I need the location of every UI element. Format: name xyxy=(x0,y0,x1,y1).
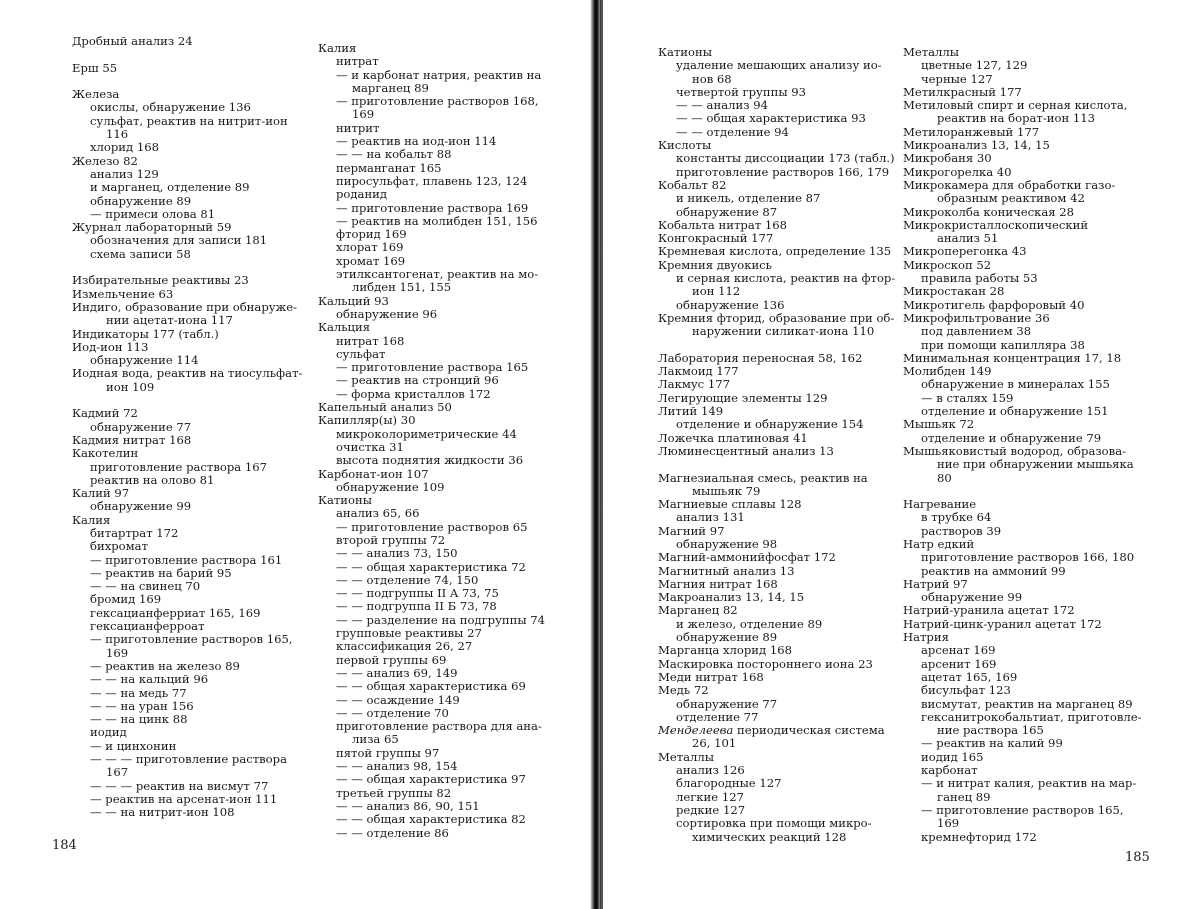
index-entry: хлорат 169 xyxy=(336,240,404,255)
index-entry: удаление мешающих анализу ио- xyxy=(676,58,882,73)
index-entry: Натрий-уранила ацетат 172 xyxy=(903,603,1075,618)
index-entry: Лаборатория переносная 58, 162 xyxy=(658,350,863,365)
index-entry: Микроскоп 52 xyxy=(903,257,992,272)
index-entry: Катионы xyxy=(318,493,372,508)
index-entry: константы диссоциации 173 (табл.) xyxy=(676,151,895,166)
index-entry: растворов 39 xyxy=(921,523,1002,538)
index-entry: ион 109 xyxy=(106,379,155,394)
index-entry: пятой группы 97 xyxy=(336,745,440,760)
index-entry: — — общая характеристика 93 xyxy=(676,111,866,126)
index-entry: легкие 127 xyxy=(676,789,744,804)
index-entry: гексацианферриат 165, 169 xyxy=(90,605,261,620)
index-entry: Микрофильтрование 36 xyxy=(903,310,1050,325)
index-entry: — и нитрат калия, реактив на мар- xyxy=(921,776,1137,791)
index-entry: Медь 72 xyxy=(658,683,709,698)
index-entry: — реактив на молибден 151, 156 xyxy=(336,213,538,228)
index-entry: марганец 89 xyxy=(352,80,429,95)
index-entry xyxy=(903,485,1142,498)
index-entry: анализ 129 xyxy=(90,166,159,181)
index-entry: — — анализ 98, 154 xyxy=(336,759,458,774)
index-entry: наружении силикат-иона 110 xyxy=(692,324,875,339)
index-entry: Какотелин xyxy=(72,446,139,461)
index-entry: — и цинхонин xyxy=(90,738,177,753)
index-entry: — — на цинк 88 xyxy=(90,712,188,727)
index-entry: четвертой группы 93 xyxy=(676,84,806,99)
index-entry: нитрат 168 xyxy=(336,333,405,348)
index-entry: карбонат xyxy=(921,763,978,778)
index-entry xyxy=(72,48,302,61)
index-entry: — — отделение 70 xyxy=(336,705,449,720)
index-entry: Избирательные реактивы 23 xyxy=(72,273,249,288)
index-entry: и марганец, отделение 89 xyxy=(90,180,250,195)
index-entry: цветные 127, 129 xyxy=(921,58,1028,73)
index-entry: — — на кальций 96 xyxy=(90,672,209,687)
index-entry: Магния нитрат 168 xyxy=(658,576,778,591)
index-entry: под давлением 38 xyxy=(921,324,1032,339)
index-entry: обнаружение 89 xyxy=(676,630,778,645)
index-entry: гексацианферроат xyxy=(90,619,205,634)
index-entry: Мышьяковистый водород, образова- xyxy=(903,443,1127,458)
index-entry: Журнал лабораторный 59 xyxy=(72,220,232,235)
index-entry: арсенит 169 xyxy=(921,656,997,671)
index-entry: — приготовление растворов 168, xyxy=(336,94,539,109)
index-entry: классификация 26, 27 xyxy=(336,639,473,654)
index-entry: Микрогорелка 40 xyxy=(903,164,1012,179)
index-entry: — — анализ 69, 149 xyxy=(336,665,458,680)
index-entry: Металлы xyxy=(658,749,715,764)
index-entry: — приготовление раствора 161 xyxy=(90,552,283,567)
index-entry: Кобальта нитрат 168 xyxy=(658,217,787,232)
index-entry: — — осаждение 149 xyxy=(336,692,460,707)
index-entry: этилксантогенат, реактив на мо- xyxy=(336,267,539,282)
index-entry: — реактив на арсенат-ион 111 xyxy=(90,791,278,806)
index-entry: Мышьяк 72 xyxy=(903,417,975,432)
index-entry: — — подгруппы II A 73, 75 xyxy=(336,586,499,601)
index-entry: и железо, отделение 89 xyxy=(676,616,823,631)
index-entry: Капельный анализ 50 xyxy=(318,400,452,415)
index-entry: — — анализ 94 xyxy=(676,98,768,113)
index-entry: обнаружение 99 xyxy=(90,499,192,514)
index-entry: Металлы xyxy=(903,45,960,59)
index-entry: Маскировка постороннего иона 23 xyxy=(658,656,873,671)
index-entry: — — анализ 73, 150 xyxy=(336,546,458,561)
index-entry: обнаружение 96 xyxy=(336,306,438,321)
index-entry: — — отделение 74, 150 xyxy=(336,572,479,587)
index-entry: мышьяк 79 xyxy=(692,483,761,498)
index-entry: — форма кристаллов 172 xyxy=(336,386,491,401)
index-entry: перманганат 165 xyxy=(336,160,442,175)
index-entry: ние раствора 165 xyxy=(937,723,1044,738)
index-entry: очистка 31 xyxy=(336,439,404,454)
index-entry: Катионы xyxy=(658,45,712,59)
index-entry: схема записи 58 xyxy=(90,246,191,261)
index-entry: обнаружение 99 xyxy=(921,590,1023,605)
index-entry: отделение 77 xyxy=(676,709,759,724)
index-entry: Натрий-цинк-уранил ацетат 172 xyxy=(903,616,1102,631)
index-entry: бихромат xyxy=(90,539,148,554)
index-entry xyxy=(72,394,302,407)
index-entry: роданид xyxy=(336,187,388,202)
index-entry: Капилляр(ы) 30 xyxy=(318,413,416,428)
index-entry: химических реакций 128 xyxy=(692,829,847,844)
index-entry: реактив на аммоний 99 xyxy=(921,563,1066,578)
index-entry: Измельчение 63 xyxy=(72,286,174,301)
index-entry: нитрит xyxy=(336,120,380,135)
index-entry: — примеси олова 81 xyxy=(90,206,216,221)
index-entry: Натрий 97 xyxy=(903,576,968,591)
index-entry: обнаружение 87 xyxy=(676,204,778,219)
index-entry: Люминесцентный анализ 13 xyxy=(658,443,834,458)
index-entry: висмутат, реактив на марганец 89 xyxy=(921,696,1133,711)
index-entry: — — на медь 77 xyxy=(90,685,187,700)
book-spine-line xyxy=(600,0,603,909)
index-entry: обнаружение 77 xyxy=(676,696,778,711)
index-entry: арсенат 169 xyxy=(921,643,996,658)
index-entry: фторид 169 xyxy=(336,227,407,242)
index-entry: Микроперегонка 43 xyxy=(903,244,1027,259)
index-entry: Микробаня 30 xyxy=(903,151,992,166)
index-entry: благородные 127 xyxy=(676,776,782,791)
index-entry: и никель, отделение 87 xyxy=(676,191,821,206)
index-entry: — — — реактив на висмут 77 xyxy=(90,778,269,793)
index-entry: обнаружение 98 xyxy=(676,536,778,551)
index-entry: Иод-ион 113 xyxy=(72,339,149,354)
index-entry: сульфат, реактив на нитрит-ион xyxy=(90,113,288,128)
index-entry: Литий 149 xyxy=(658,404,724,419)
index-entry: Калия xyxy=(318,41,357,55)
index-entry: кремнефторид 172 xyxy=(921,829,1037,844)
index-entry: отделение и обнаружение 151 xyxy=(921,404,1109,419)
index-entry: анализ 131 xyxy=(676,510,745,525)
index-entry: Ложечка платиновая 41 xyxy=(658,430,808,445)
index-entry: Метилоранжевый 177 xyxy=(903,124,1040,139)
index-entry: ние при обнаружении мышьяка xyxy=(937,457,1134,472)
index-entry: обнаружение 77 xyxy=(90,419,192,434)
index-entry: гексанитрокобальтиат, приготовле- xyxy=(921,709,1142,724)
index-entry: Кислоты xyxy=(658,138,712,153)
index-entry: обнаружение 136 xyxy=(676,297,785,312)
index-entry: Магний 97 xyxy=(658,523,725,538)
index-entry: при помощи капилляра 38 xyxy=(921,337,1085,352)
index-entry: реактив на борат-ион 113 xyxy=(937,111,1095,126)
index-entry: Метилкрасный 177 xyxy=(903,84,1022,99)
index-entry: окислы, обнаружение 136 xyxy=(90,100,251,115)
index-entry: приготовление растворов 166, 180 xyxy=(921,550,1135,565)
index-entry: иодид 165 xyxy=(921,749,984,764)
index-entry: ганец 89 xyxy=(937,789,991,804)
index-entry: Кремния двуокись xyxy=(658,257,772,272)
index-entry: Меди нитрат 168 xyxy=(658,669,764,684)
index-entry: отделение и обнаружение 154 xyxy=(676,417,864,432)
index-entry: пиросульфат, плавень 123, 124 xyxy=(336,173,528,188)
index-entry: Лакмус 177 xyxy=(658,377,730,392)
index-entry: обнаружение 89 xyxy=(90,193,192,208)
index-entry: образным реактивом 42 xyxy=(937,191,1085,206)
index-entry: — реактив на стронций 96 xyxy=(336,373,499,388)
index-entry: сортировка при помощи микро- xyxy=(676,816,872,831)
index-entry: нии ацетат-иона 117 xyxy=(106,313,233,328)
index-entry: Кобальт 82 xyxy=(658,177,727,192)
index-entry: анализ 65, 66 xyxy=(336,506,420,521)
index-entry: Ерш 55 xyxy=(72,60,118,75)
index-entry: лиза 65 xyxy=(352,732,399,747)
index-entry-text: периодическая система xyxy=(733,723,885,738)
index-entry: — — отделение 86 xyxy=(336,825,449,840)
index-entry: — реактив на барий 95 xyxy=(90,565,232,580)
left-page-number: 184 xyxy=(52,838,77,853)
index-entry: — — общая характеристика 82 xyxy=(336,812,526,827)
index-entry: черные 127 xyxy=(921,71,993,86)
index-entry: бисульфат 123 xyxy=(921,683,1011,698)
index-entry: правила работы 53 xyxy=(921,271,1038,286)
index-entry: Кадмий 72 xyxy=(72,406,138,421)
index-entry: — — общая характеристика 97 xyxy=(336,772,526,787)
index-entry: битартрат 172 xyxy=(90,525,179,540)
index-entry: Карбонат-ион 107 xyxy=(318,466,429,481)
index-entry: третьей группы 82 xyxy=(336,785,452,800)
index-entry: реактив на олово 81 xyxy=(90,472,215,487)
index-entry: — — разделение на подгруппы 74 xyxy=(336,612,546,627)
index-entry: 169 xyxy=(106,645,129,660)
index-entry: Молибден 149 xyxy=(903,364,992,379)
index-entry: Индиго, образование при обнаруже- xyxy=(72,299,298,314)
index-entry xyxy=(72,261,302,274)
index-entry: Калий 97 xyxy=(72,486,130,501)
index-entry: в трубке 64 xyxy=(921,510,992,525)
index-entry-italic-name: Менделеева xyxy=(658,723,734,738)
index-entry: Легирующие элементы 129 xyxy=(658,390,828,405)
index-entry: — реактив на калий 99 xyxy=(921,736,1063,751)
index-entry: Кальция xyxy=(318,320,371,335)
index-entry: бромид 169 xyxy=(90,592,162,607)
index-entry: приготовление растворов 166, 179 xyxy=(676,164,890,179)
right-page-number: 185 xyxy=(1125,850,1150,865)
index-entry: Микрокамера для обработки газо- xyxy=(903,177,1116,192)
index-entry: Микроколба коническая 28 xyxy=(903,204,1075,219)
index-entry: Марганец 82 xyxy=(658,603,738,618)
index-entry: Иодная вода, реактив на тиосульфат- xyxy=(72,366,303,381)
index-entry: Кадмия нитрат 168 xyxy=(72,432,192,447)
index-entry: Железо 82 xyxy=(72,153,138,168)
left-page-column-2 xyxy=(318,42,545,840)
index-entry: 116 xyxy=(106,127,129,142)
index-entry: — приготовление растворов 165, xyxy=(921,802,1124,817)
index-entry: Марганца хлорид 168 xyxy=(658,643,792,658)
index-entry: — — отделение 94 xyxy=(676,124,789,139)
index-entry: — в сталях 159 xyxy=(921,390,1014,405)
index-entry: — — на свинец 70 xyxy=(90,579,201,594)
index-entry: — — общая характеристика 72 xyxy=(336,559,526,574)
index-entry: хлорид 168 xyxy=(90,140,159,155)
index-entry: Микроанализ 13, 14, 15 xyxy=(903,138,1050,153)
index-entry: — приготовление раствора 169 xyxy=(336,200,529,215)
index-entry: обнаружение 109 xyxy=(336,479,445,494)
index-entry: второй группы 72 xyxy=(336,532,446,547)
index-entry: Микротигель фарфоровый 40 xyxy=(903,297,1085,312)
index-entry: иодид xyxy=(90,725,127,740)
index-entry: Магниевые сплавы 128 xyxy=(658,497,802,512)
index-entry: ацетат 165, 169 xyxy=(921,669,1018,684)
index-entry: 26, 101 xyxy=(692,736,737,751)
index-entry: обнаружение 114 xyxy=(90,353,199,368)
index-entry: — — на кобальт 88 xyxy=(336,147,452,162)
index-entry: 167 xyxy=(106,765,129,780)
index-entry: — реактив на железо 89 xyxy=(90,658,240,673)
index-entry: обнаружение в минералах 155 xyxy=(921,377,1110,392)
index-entry: Магнезиальная смесь, реактив на xyxy=(658,470,868,485)
index-entry: Нагревание xyxy=(903,497,977,512)
index-entry: ион 112 xyxy=(692,284,741,299)
index-entry: Микростакан 28 xyxy=(903,284,1005,299)
index-entry: Дробный анализ 24 xyxy=(72,34,193,48)
right-page-column-1 xyxy=(658,46,895,844)
index-entry: Магний-аммонийфосфат 172 xyxy=(658,550,836,565)
index-entry: редкие 127 xyxy=(676,802,746,817)
index-entry: Микрокристаллоскопический xyxy=(903,217,1089,232)
index-entry: — приготовление растворов 165, xyxy=(90,632,293,647)
index-entry: микроколориметрические 44 xyxy=(336,426,517,441)
index-entry: — — анализ 86, 90, 151 xyxy=(336,798,480,813)
index-entry: высота поднятия жидкости 36 xyxy=(336,453,524,468)
index-entry: Натр едкий xyxy=(903,536,975,551)
index-entry: обозначения для записи 181 xyxy=(90,233,268,248)
index-entry: — и карбонат натрия, реактив на xyxy=(336,67,542,82)
index-entry: и серная кислота, реактив на фтор- xyxy=(676,271,896,286)
index-entry: хромат 169 xyxy=(336,253,406,268)
index-entry: Минимальная концентрация 17, 18 xyxy=(903,350,1122,365)
index-entry xyxy=(658,339,895,352)
index-entry: Конгокрасный 177 xyxy=(658,231,774,246)
right-page-column-2 xyxy=(903,46,1142,844)
index-entry: приготовление раствора для ана- xyxy=(336,719,542,734)
index-entry: Магнитный анализ 13 xyxy=(658,563,795,578)
index-entry: Кремния фторид, образование при об- xyxy=(658,310,895,325)
index-entry: 169 xyxy=(937,816,960,831)
index-entry: — приготовление растворов 65 xyxy=(336,519,528,534)
index-entry: Макроанализ 13, 14, 15 xyxy=(658,590,805,605)
index-entry: Кремневая кислота, определение 135 xyxy=(658,244,892,259)
index-entry xyxy=(658,458,895,471)
index-entry: первой группы 69 xyxy=(336,652,447,667)
index-entry: — — на уран 156 xyxy=(90,698,194,713)
index-entry: отделение и обнаружение 79 xyxy=(921,430,1102,445)
index-entry: — — — приготовление раствора xyxy=(90,752,287,767)
index-entry: анализ 51 xyxy=(937,231,999,246)
index-entry: приготовление раствора 167 xyxy=(90,459,267,474)
index-entry: 80 xyxy=(937,470,952,485)
index-entry: сульфат xyxy=(336,346,386,361)
index-entry: — — на нитрит-ион 108 xyxy=(90,805,235,820)
index-entry: групповые реактивы 27 xyxy=(336,626,482,641)
index-entry: — — подгруппа II Б 73, 78 xyxy=(336,599,497,614)
index-entry: — приготовление раствора 165 xyxy=(336,360,529,375)
index-entry: Калия xyxy=(72,512,111,527)
left-page-column-1 xyxy=(72,35,302,820)
index-entry: — — общая характеристика 69 xyxy=(336,679,526,694)
index-entry: Кальций 93 xyxy=(318,293,389,308)
index-entry: Лакмоид 177 xyxy=(658,364,739,379)
index-entry: нитрат xyxy=(336,54,379,69)
index-entry: анализ 126 xyxy=(676,763,745,778)
index-entry: — реактив на иод-ион 114 xyxy=(336,134,497,149)
index-entry: 169 xyxy=(352,107,375,122)
index-entry: нов 68 xyxy=(692,71,732,86)
index-entry: Натрия xyxy=(903,630,949,645)
index-entry: либден 151, 155 xyxy=(352,280,452,295)
index-entry xyxy=(658,724,895,737)
index-entry: Метиловый спирт и серная кислота, xyxy=(903,98,1128,113)
index-entry: Железа xyxy=(72,87,120,102)
index-entry xyxy=(72,75,302,88)
index-entry: Индикаторы 177 (табл.) xyxy=(72,326,219,341)
